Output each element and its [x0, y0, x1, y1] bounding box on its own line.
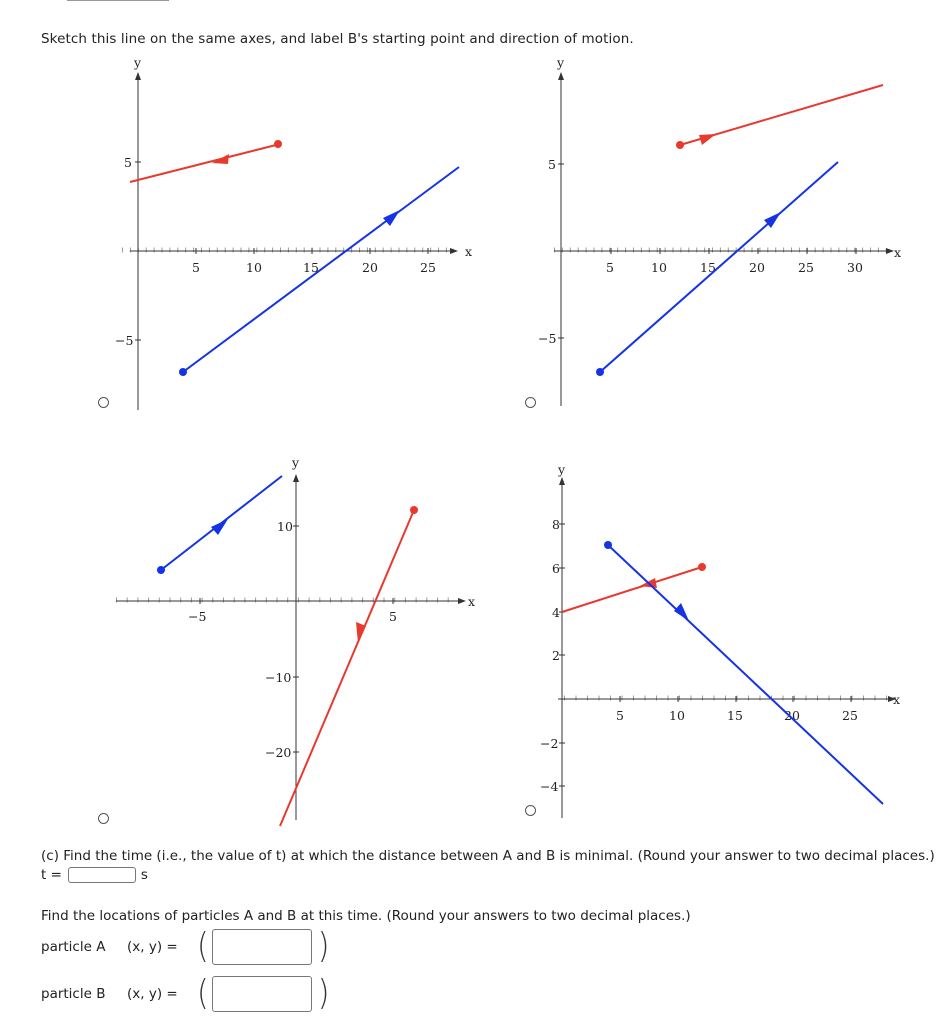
- option-2-radio[interactable]: [525, 397, 536, 408]
- particle-b-row: [41, 973, 330, 1014]
- y-tick-label: −4: [540, 779, 559, 794]
- x-tick-label: 15: [700, 260, 716, 275]
- option-1-radio[interactable]: [98, 397, 109, 408]
- x-tick-label: −5: [188, 609, 207, 624]
- x-tick-label: 25: [420, 260, 436, 275]
- x-tick-label: 5: [389, 609, 397, 624]
- y-axis-label: y: [292, 455, 300, 470]
- y-tick-label: −5: [115, 333, 134, 348]
- x-axis-label: x: [465, 244, 473, 259]
- y-tick-label: 6: [552, 561, 560, 576]
- x-tick-label: 15: [303, 260, 319, 275]
- close-paren: ): [317, 926, 330, 967]
- open-paren: (: [197, 926, 209, 967]
- particle-b-line: [183, 167, 459, 372]
- graph-option-1: [100, 50, 480, 410]
- xy-label: (x, y) =: [127, 939, 178, 955]
- open-paren: (: [197, 973, 209, 1014]
- particle-a-arrow: [212, 154, 229, 164]
- option-3-radio[interactable]: [98, 813, 109, 824]
- particle-b-start-point: [157, 566, 165, 574]
- locations-question: Find the locations of particles A and B at this time. (Round your answers to two decimal places.): [41, 908, 691, 924]
- t-unit: s: [140, 867, 148, 883]
- x-tick-label: 25: [842, 708, 858, 723]
- x-axis-label: x: [468, 594, 476, 609]
- option-4-radio[interactable]: [525, 805, 536, 816]
- y-tick-label: 2: [552, 648, 560, 663]
- particle-a-label: particle A: [41, 939, 106, 955]
- y-tick-label: 10: [277, 519, 293, 534]
- particle-a-input[interactable]: [212, 929, 312, 965]
- xy-label: (x, y) =: [127, 986, 178, 1002]
- particle-b-input[interactable]: [212, 976, 312, 1012]
- y-tick-label: 5: [124, 155, 132, 170]
- x-axis: [116, 598, 466, 604]
- particle-b-arrow: [674, 603, 689, 621]
- particle-a-row: [41, 926, 330, 967]
- particle-b-line: [608, 545, 883, 804]
- x-axis: [554, 248, 894, 254]
- x-tick-label: 20: [784, 708, 800, 723]
- x-tick-label: 5: [192, 260, 200, 275]
- x-tick-label: 10: [246, 260, 262, 275]
- t-input[interactable]: [68, 867, 136, 883]
- y-tick-label: −5: [538, 331, 557, 346]
- particle-a-start-point: [698, 563, 706, 571]
- y-axis: [558, 72, 564, 406]
- particle-b-start-point: [604, 541, 612, 549]
- particle-a-start-point: [274, 140, 282, 148]
- x-tick-label: 20: [749, 260, 765, 275]
- x-tick-label: 20: [362, 260, 378, 275]
- y-tick-label: 8: [552, 517, 560, 532]
- y-tick-label: 4: [552, 605, 560, 620]
- particle-a-arrow: [699, 134, 716, 145]
- graph-option-2: [528, 50, 918, 410]
- y-tick-label: −10: [265, 670, 292, 685]
- y-tick-label: 5: [548, 157, 556, 172]
- x-axis-label: x: [894, 245, 902, 260]
- t-answer-row: [41, 867, 148, 883]
- x-axis: [558, 696, 896, 702]
- top-divider: [67, 0, 169, 1]
- y-axis-label: y: [557, 55, 565, 70]
- x-axis-label: x: [893, 692, 901, 707]
- x-axis: [122, 248, 458, 254]
- particle-b-arrow: [211, 519, 228, 535]
- x-tick-label: 5: [616, 708, 624, 723]
- y-tick-label: −20: [265, 745, 292, 760]
- x-tick-label: 25: [798, 260, 814, 275]
- x-tick-label: 10: [651, 260, 667, 275]
- particle-b-start-point: [596, 368, 604, 376]
- close-paren: ): [317, 973, 330, 1014]
- y-tick-label: −2: [540, 736, 559, 751]
- particle-b-start-point: [179, 368, 187, 376]
- x-tick-label: 5: [606, 260, 614, 275]
- particle-a-start-point: [676, 141, 684, 149]
- y-axis-label: y: [134, 55, 142, 70]
- part-c-question: (c) Find the time (i.e., the value of t) at which the distance between A and B is minimal. (Round your answer to two decimal places.): [41, 848, 935, 864]
- x-tick-label: 30: [847, 260, 863, 275]
- y-axis: [135, 72, 141, 410]
- particle-b-label: particle B: [41, 986, 106, 1002]
- graph-option-4: [528, 450, 918, 830]
- sketch-prompt: Sketch this line on the same axes, and label B's starting point and direction of motion.: [41, 31, 634, 47]
- particle-a-line: [280, 510, 414, 826]
- particle-a-start-point: [410, 506, 418, 514]
- x-tick-label: 10: [669, 708, 685, 723]
- particle-a-line: [130, 145, 276, 182]
- t-label: t =: [41, 867, 62, 883]
- particle-b-arrow: [383, 210, 400, 226]
- x-tick-label: 15: [727, 708, 743, 723]
- graph-option-3: [100, 450, 490, 830]
- y-axis-label: y: [558, 462, 566, 477]
